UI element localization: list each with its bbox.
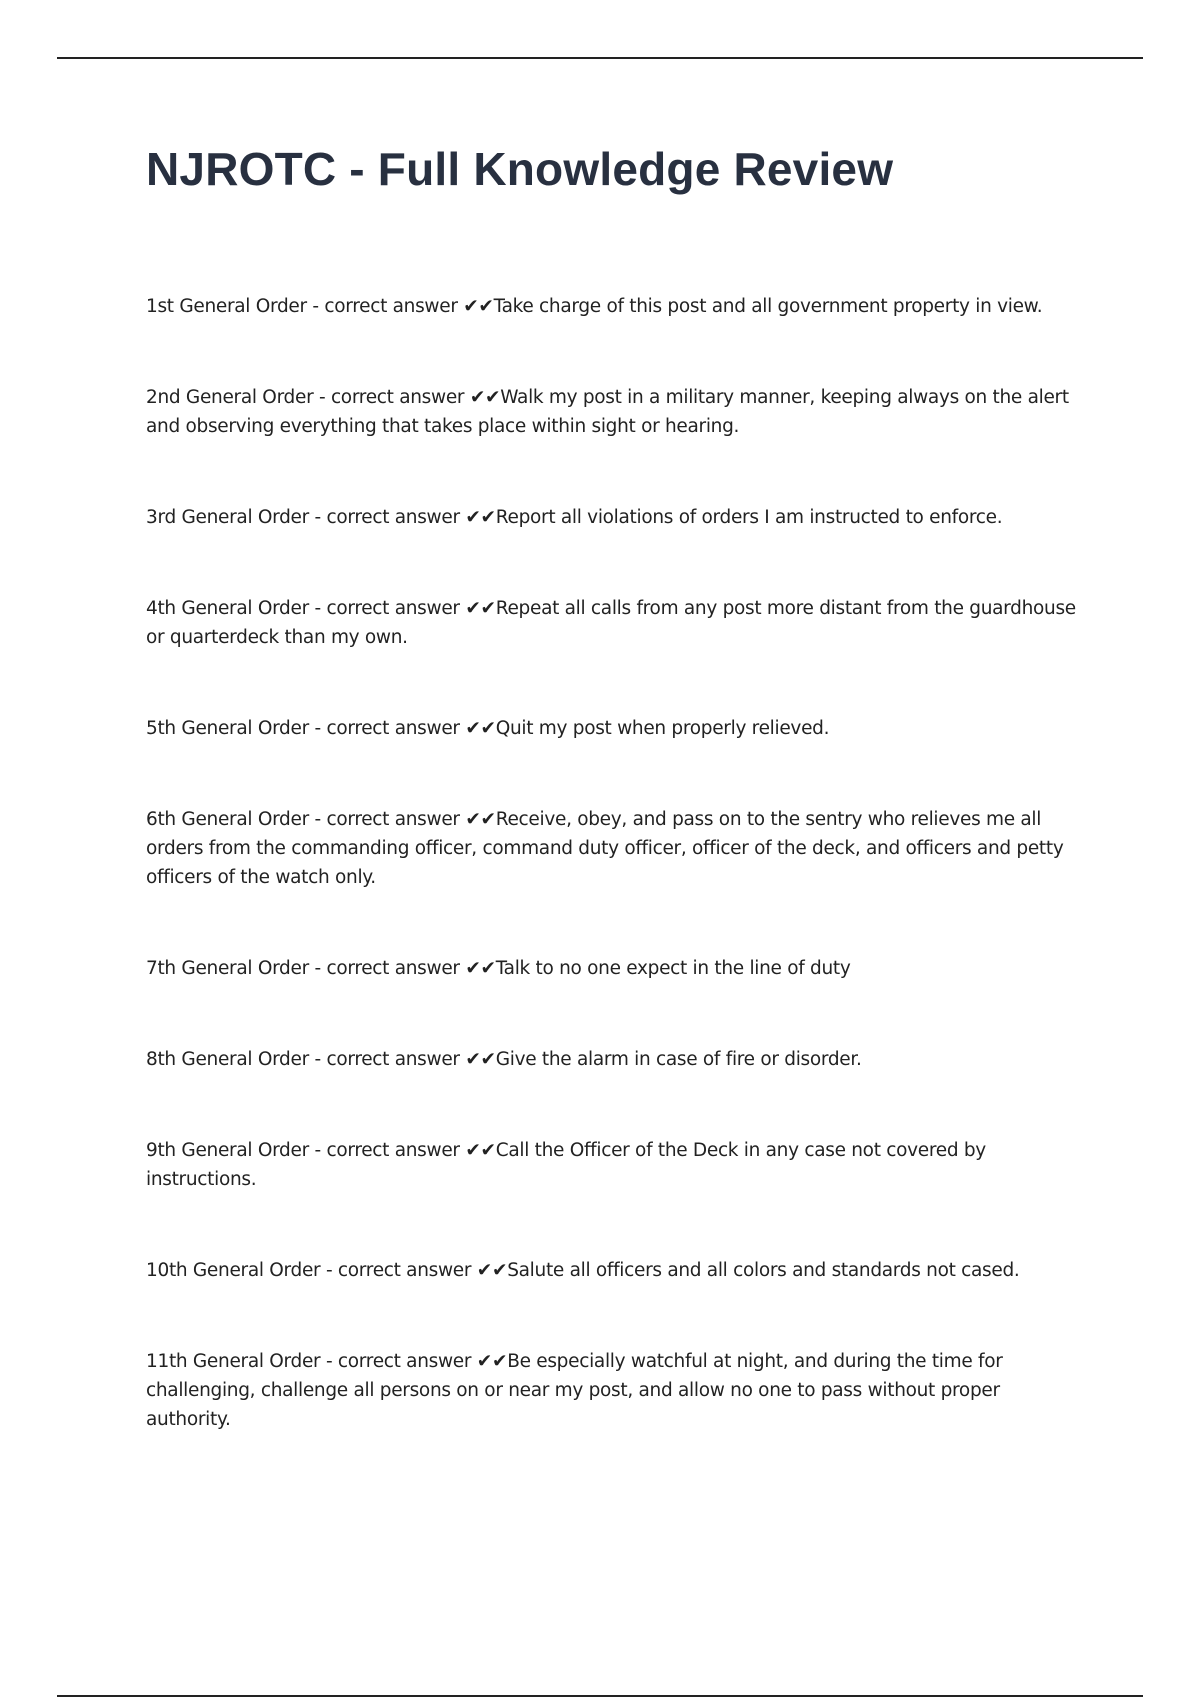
double-check-icon: ✔✔ — [465, 598, 496, 619]
separator: - — [308, 1049, 327, 1070]
question: 5th General Order — [146, 718, 309, 739]
question: 1st General Order — [146, 296, 307, 317]
answer-label: correct answer — [330, 387, 465, 408]
double-check-icon: ✔✔ — [465, 718, 496, 739]
answer-label: correct answer — [337, 1351, 472, 1372]
question: 6th General Order — [146, 809, 309, 830]
separator: - — [306, 296, 325, 317]
answer: Quit my post when properly relieved. — [495, 718, 830, 739]
answer: Take charge of this post and all government property in view. — [493, 296, 1043, 317]
answer-label: correct answer — [326, 598, 460, 619]
qa-item — [146, 805, 1086, 892]
answer-label: correct answer — [326, 718, 460, 739]
qa-item — [146, 1256, 1086, 1285]
double-check-icon: ✔✔ — [465, 1049, 496, 1070]
answer-label: correct answer — [326, 958, 460, 979]
answer: Report all violations of orders I am instructed to enforce. — [495, 507, 1003, 528]
separator: - — [320, 1351, 338, 1372]
qa-list — [146, 292, 1086, 1496]
question: 9th General Order — [146, 1140, 309, 1161]
bottom-rule — [57, 1695, 1143, 1697]
answer: Repeat all calls from any post more distant from the guardhouse or quarterdeck than my own. — [146, 598, 1076, 648]
answer: Call the Officer of the Deck in any case not covered by instructions. — [146, 1140, 986, 1190]
question: 4th General Order — [146, 598, 309, 619]
answer-label: correct answer — [337, 1260, 472, 1281]
separator: - — [308, 718, 327, 739]
separator: - — [308, 507, 327, 528]
answer-label: correct answer — [326, 507, 460, 528]
answer: Receive, obey, and pass on to the sentry who relieves me all orders from the commanding officer, command duty officer, officer of the deck, and officers and petty officers of the watch only. — [146, 809, 1064, 888]
double-check-icon: ✔✔ — [465, 507, 496, 528]
qa-item — [146, 1045, 1086, 1074]
double-check-icon: ✔✔ — [476, 1351, 508, 1372]
answer: Walk my post in a military manner, keeping always on the alert and observing everything that takes place within sight or hearing. — [146, 387, 1069, 437]
qa-item — [146, 954, 1086, 983]
separator: - — [308, 598, 327, 619]
question: 8th General Order — [146, 1049, 309, 1070]
answer-label: correct answer — [326, 809, 460, 830]
separator: - — [308, 1140, 327, 1161]
qa-item — [146, 714, 1086, 743]
question: 10th General Order — [146, 1260, 321, 1281]
question: 7th General Order — [146, 958, 309, 979]
answer: Be especially watchful at night, and during the time for challenging, challenge all persons on or near my post, and allow no one to pass without proper authority. — [146, 1351, 1003, 1430]
qa-item — [146, 503, 1086, 532]
qa-item — [146, 594, 1086, 652]
separator: - — [313, 387, 331, 408]
double-check-icon: ✔✔ — [476, 1260, 508, 1281]
separator: - — [308, 809, 327, 830]
question: 11th General Order — [146, 1351, 321, 1372]
qa-item — [146, 292, 1086, 321]
top-rule — [57, 57, 1143, 59]
answer: Give the alarm in case of fire or disorder. — [495, 1049, 862, 1070]
answer-label: correct answer — [326, 1049, 460, 1070]
qa-item — [146, 1136, 1086, 1194]
separator: - — [308, 958, 327, 979]
double-check-icon: ✔✔ — [465, 1140, 496, 1161]
question: 3rd General Order — [146, 507, 309, 528]
double-check-icon: ✔✔ — [465, 958, 496, 979]
separator: - — [320, 1260, 338, 1281]
answer: Talk to no one expect in the line of duty — [495, 958, 851, 979]
double-check-icon: ✔✔ — [465, 809, 496, 830]
double-check-icon: ✔✔ — [463, 296, 494, 317]
qa-item — [146, 1347, 1086, 1434]
answer-label: correct answer — [324, 296, 458, 317]
answer: Salute all officers and all colors and standards not cased. — [507, 1260, 1020, 1281]
qa-item — [146, 383, 1086, 441]
answer-label: correct answer — [326, 1140, 460, 1161]
double-check-icon: ✔✔ — [469, 387, 501, 408]
question: 2nd General Order — [146, 387, 314, 408]
page-title: NJROTC - Full Knowledge Review — [146, 143, 894, 195]
